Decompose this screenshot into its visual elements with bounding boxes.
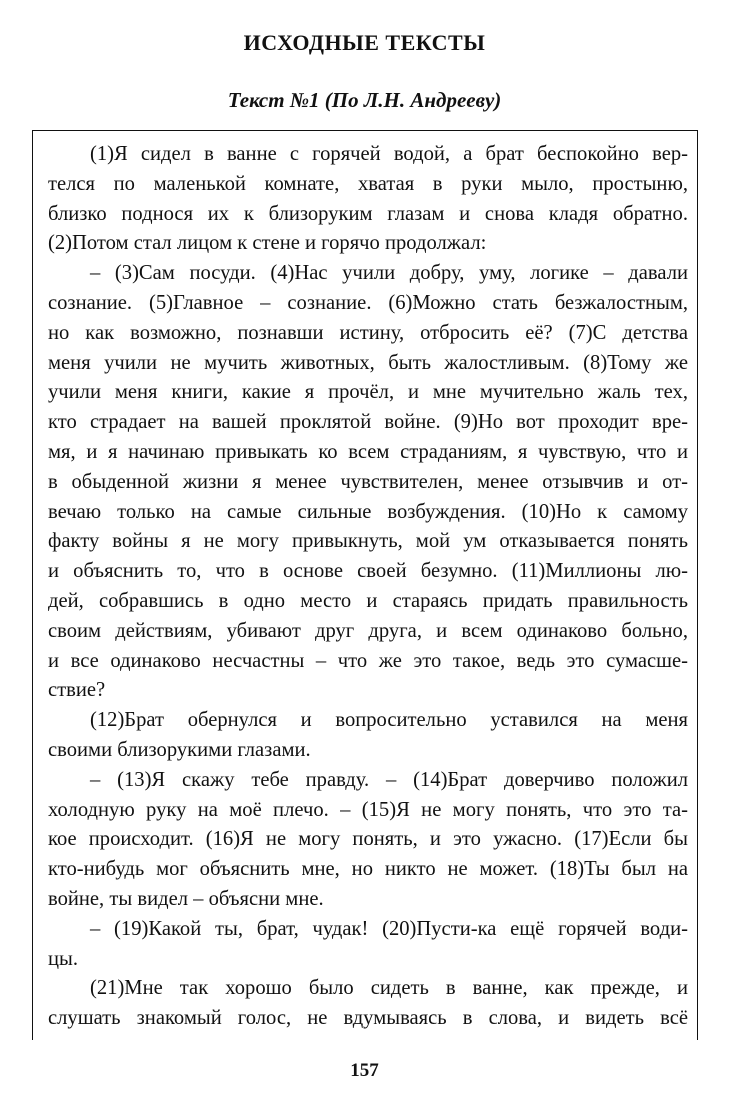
text-line: мя, и я начинаю привыкать ко всем страданиям, я чувствую, что и: [48, 440, 688, 463]
text-body: [48, 140, 688, 1034]
text-line: – (13)Я скажу тебе правду. – (14)Брат доверчиво положил: [90, 768, 688, 791]
text-title: Текст №1 (По Л.Н. Андрееву): [227, 88, 502, 112]
section-heading: ИСХОДНЫЕ ТЕКСТЫ: [243, 30, 486, 55]
page-number: 157: [350, 1060, 379, 1081]
text-line: меня учили не мучить животных, быть жалостливым. (8)Тому же: [48, 351, 688, 374]
text-line: (1)Я сидел в ванне с горячей водой, а брат беспокойно вер-: [90, 143, 688, 165]
text-line: кто-нибудь мог объяснить мне, но никто не может. (18)Ты был на: [48, 858, 688, 881]
text-line: учили меня книги, какие я прочёл, и мне мучительно жаль тех,: [48, 381, 688, 404]
text-line: войне, ты видел – объясни мне.: [48, 887, 324, 910]
text-line: кто страдает на вашей проклятой войне. (9)Но вот проходит вре-: [48, 411, 688, 434]
text-line: холодную руку на моё плечо. – (15)Я не могу понять, что это та-: [48, 798, 688, 821]
text-line: кое происходит. (16)Я не могу понять, и это ужасно. (17)Если бы: [48, 828, 688, 851]
text-line: вечаю только на самые сильные возбуждения. (10)Но к самому: [48, 500, 688, 523]
text-line: но как возможно, познавши истину, отбросить её? (7)С детства: [48, 321, 688, 344]
text-line: и объяснить то, что в основе своей безумно. (11)Миллионы лю-: [48, 560, 688, 583]
text-line: сознание. (5)Главное – сознание. (6)Можно стать безжалостным,: [48, 291, 688, 314]
text-line: (2)Потом стал лицом к стене и горячо продолжал:: [48, 232, 487, 255]
text-line: (21)Мне так хорошо было сидеть в ванне, как прежде, и: [90, 977, 688, 1000]
text-line: в обыденной жизни я менее чувствителен, менее отзывчив и от-: [48, 470, 688, 493]
text-line: (12)Брат обернулся и вопросительно уставился на меня: [90, 709, 688, 732]
text-line: ствие?: [48, 679, 106, 702]
text-line: слушать знакомый голос, не вдумываясь в слова, и видеть всё: [48, 1007, 688, 1030]
text-line: и все одинаково несчастны – что же это такое, ведь это сумасше-: [48, 649, 688, 672]
text-line: – (19)Какой ты, брат, чудак! (20)Пусти-ка ещё горячей води-: [90, 917, 688, 940]
text-line: факту войны я не могу привыкнуть, мой ум отказывается понять: [48, 530, 688, 553]
text-line: цы.: [48, 947, 79, 970]
text-line: телся по маленькой комнате, хватая в руки мыло, простыню,: [48, 172, 688, 195]
text-line: – (3)Сам посуди. (4)Нас учили добру, уму, логике – давали: [90, 262, 688, 285]
text-line: близко поднося их к близоруким глазам и снова кладя обратно.: [48, 202, 688, 225]
text-line: дей, собравшись в одно место и стараясь придать правильность: [48, 589, 688, 612]
text-line: своим действиям, убивают друг друга, и всем одинаково больно,: [48, 619, 688, 642]
text-line: своими близорукими глазами.: [48, 738, 311, 761]
